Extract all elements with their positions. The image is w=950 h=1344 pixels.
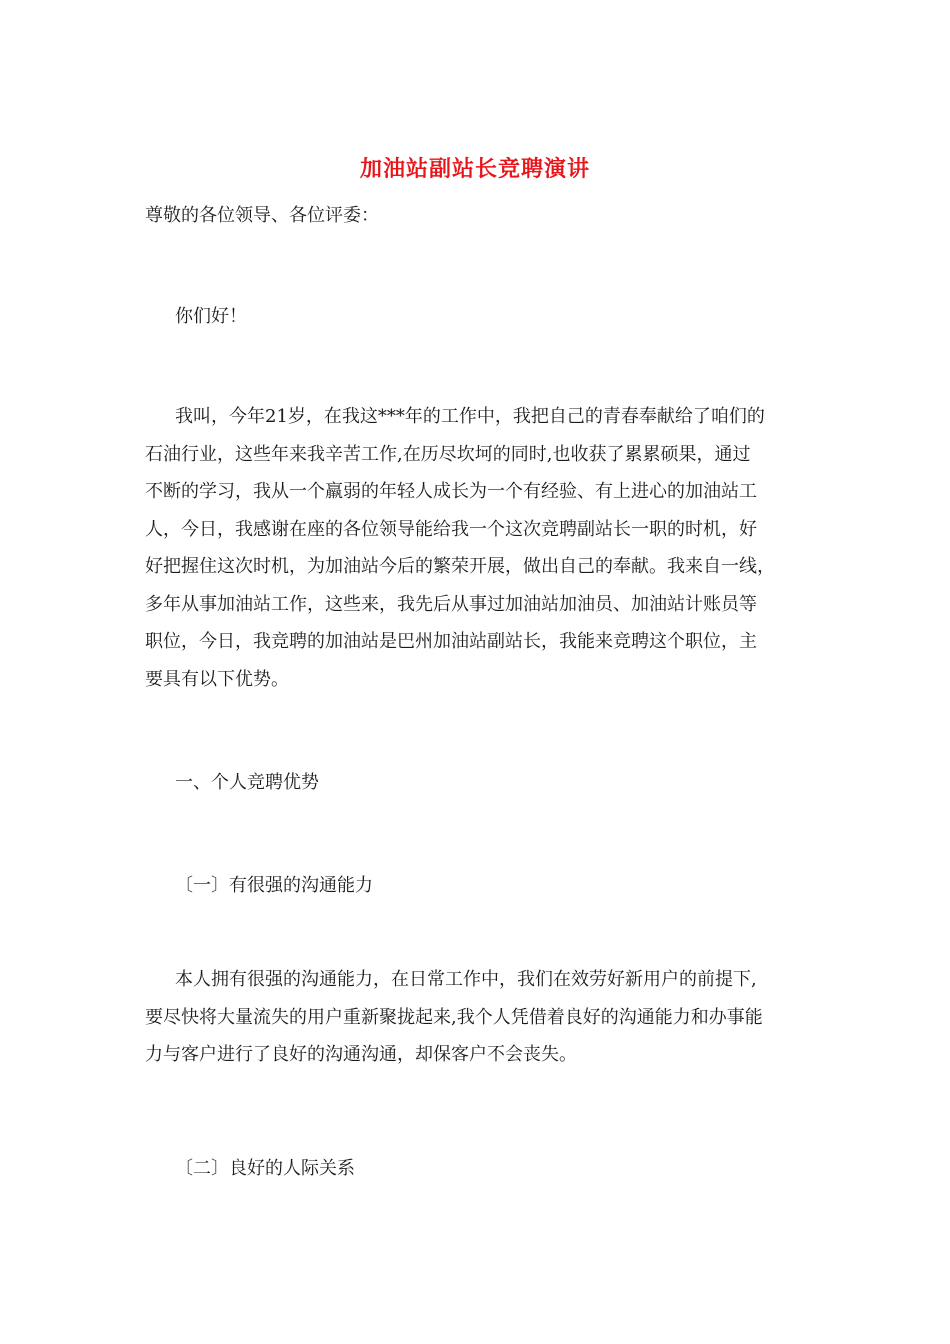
communication-paragraph <box>145 961 807 1074</box>
intro-line: 职位，今日，我竞聘的加油站是巴州加油站副站长，我能来竞聘这个职位，主 <box>145 631 757 652</box>
greeting: 你们好！ <box>175 306 247 327</box>
intro-line: 我叫，今年21岁，在我这***年的工作中，我把自己的青春奉献给了咱们的 <box>175 406 765 427</box>
intro-line: 不断的学习，我从一个羸弱的年轻人成长为一个有经验、有上进心的加油站工 <box>145 481 757 502</box>
sub-heading-communication: 〔一〕有很强的沟通能力 <box>175 875 373 896</box>
paragraph-line: 本人拥有很强的沟通能力，在日常工作中，我们在效劳好新用户的前提下, <box>175 969 757 990</box>
intro-paragraph <box>145 398 807 698</box>
salutation: 尊敬的各位领导、各位评委： <box>145 205 379 226</box>
document-title: 加油站副站长竞聘演讲 <box>359 156 590 182</box>
intro-line: 人，今日，我感谢在座的各位领导能给我一个这次竞聘副站长一职的时机，好 <box>145 518 757 540</box>
intro-line: 多年从事加油站工作，这些来，我先后从事过加油站加油员、加油站计账员等 <box>145 593 757 615</box>
intro-line: 石油行业，这些年来我辛苦工作,在历尽坎坷的同时,也收获了累累硕果，通过 <box>145 443 751 465</box>
intro-line: 要具有以下优势。 <box>145 668 289 690</box>
intro-line: 好把握住这次时机，为加油站今后的繁荣开展，做出自己的奉献。我来自一线， <box>145 556 775 577</box>
section-heading: 一、个人竞聘优势 <box>175 772 319 793</box>
sub-heading-relationships: 〔二〕良好的人际关系 <box>175 1158 355 1179</box>
paragraph-line: 力与客户进行了良好的沟通沟通，却保客户不会丧失。 <box>145 1044 577 1065</box>
paragraph-line: 要尽快将大量流失的用户重新聚拢起来,我个人凭借着良好的沟通能力和办事能 <box>145 1006 763 1028</box>
